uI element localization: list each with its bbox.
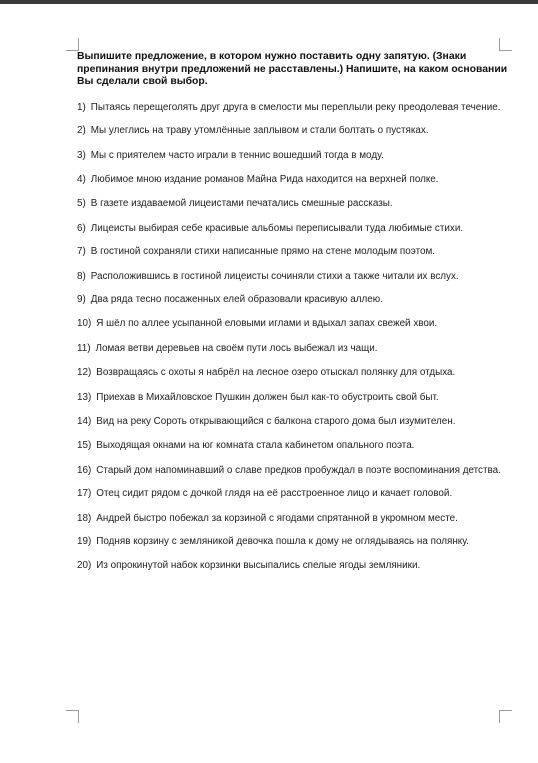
item-number: 5)	[77, 198, 86, 210]
list-item	[77, 317, 509, 330]
item-number: 1)	[77, 101, 86, 113]
item-text: Мы улеглись на траву утомлённые заплывом и стали болтать о пустяках.	[90, 125, 429, 137]
item-number: 13)	[77, 391, 92, 403]
item-number: 18)	[77, 512, 92, 524]
list-item	[77, 415, 509, 428]
item-text: Старый дом напоминавший о славе предков пробуждал в поэте воспоминания детства.	[96, 464, 501, 476]
list-item	[77, 270, 509, 283]
item-text: Выходящая окнами на юг комната стала кабинетом опального поэта.	[96, 440, 415, 452]
item-text: Расположившись в гостиной лицеисты сочиняли стихи а также читали их вслух.	[90, 270, 459, 282]
item-text: Ломая ветви деревьев на своём пути лось выбежал из чащи.	[95, 342, 378, 354]
item-number: 19)	[77, 536, 92, 548]
item-number: 7)	[77, 246, 86, 258]
list-item	[77, 222, 509, 235]
item-number: 17)	[77, 488, 92, 500]
item-number: 12)	[77, 367, 92, 379]
item-number: 15)	[77, 440, 92, 452]
sentence-list	[77, 101, 509, 572]
item-number: 16)	[77, 464, 92, 476]
item-text: Любимое мною издание романов Майна Рида находится на верхней полке.	[90, 174, 439, 185]
item-text: В гостиной сохраняли стихи написанные прямо на стене молодым поэтом.	[90, 246, 436, 258]
list-item	[77, 487, 509, 500]
list-item	[77, 391, 509, 404]
page-corner-mark-bottom-left	[66, 710, 79, 723]
item-number: 20)	[77, 559, 92, 571]
list-item	[77, 366, 509, 379]
page-corner-mark-top-left	[66, 38, 79, 51]
list-item	[77, 149, 509, 162]
list-item	[77, 464, 509, 477]
list-item	[77, 101, 509, 114]
item-number: 2)	[77, 125, 86, 137]
item-number: 6)	[77, 222, 86, 234]
list-item	[77, 197, 509, 210]
list-item	[77, 293, 509, 306]
item-text: Из опрокинутой набок корзинки высыпались спелые ягоды земляники.	[96, 559, 421, 571]
item-text: Пытаясь перещеголять друг друга в смелости мы переплыли реку преодолевая течение.	[90, 101, 501, 113]
list-item	[77, 512, 509, 525]
document-body	[77, 51, 509, 572]
item-text: Я шёл по аллее усыпанной еловыми иглами и вдыхал запах свежей хвои.	[96, 318, 438, 330]
page-corner-mark-top-right	[499, 38, 512, 51]
item-text: Мы с приятелем часто играли в теннис вошедший тогда в моду.	[90, 149, 384, 161]
list-item	[77, 124, 509, 137]
item-text: В газете издаваемой лицеистами печатались смешные рассказы.	[90, 198, 393, 210]
list-item	[77, 342, 509, 355]
list-item	[77, 245, 509, 258]
item-number: 9)	[77, 294, 86, 306]
top-edge-strip	[0, 0, 538, 4]
item-text: Возвращаясь с охоты я набрёл на лесное озеро отыскал полянку для отдыха.	[96, 367, 456, 379]
item-text: Подняв корзину с земляникой девочка пошла к дому не оглядываясь на полянку.	[96, 536, 469, 548]
item-text: Лицеисты выбирая себе красивые альбомы переписывали туда любимые стихи.	[90, 222, 464, 234]
item-text: Приехав в Михайловское Пушкин должен был как-то обустроить свой быт.	[96, 391, 439, 403]
item-text: Два ряда тесно посаженных елей образовали красивую аллею.	[90, 294, 383, 306]
task-instruction: Выпишите предложение, в котором нужно поставить одну запятую. (Знаки препинания внутри предложений не расставлены.) Напишите, на каком основании Вы сделали свой выбор.	[77, 51, 508, 88]
item-number: 11)	[77, 342, 91, 354]
item-number: 10)	[77, 318, 92, 330]
item-number: 8)	[77, 270, 86, 282]
list-item	[77, 559, 509, 572]
item-number: 4)	[77, 174, 86, 185]
item-text: Вид на реку Сороть открывающийся с балкона старого дома был изумителен.	[96, 416, 456, 428]
item-text: Андрей быстро побежал за корзиной с ягодами спрятанной в укромном месте.	[96, 512, 458, 524]
item-text: Отец сидит рядом с дочкой глядя на её расстроенное лицо и качает головой.	[96, 488, 453, 500]
list-item	[77, 173, 509, 186]
item-number: 3)	[77, 149, 86, 161]
page-corner-mark-bottom-right	[499, 710, 512, 723]
list-item	[77, 535, 509, 548]
list-item	[77, 439, 509, 452]
item-number: 14)	[77, 416, 92, 428]
